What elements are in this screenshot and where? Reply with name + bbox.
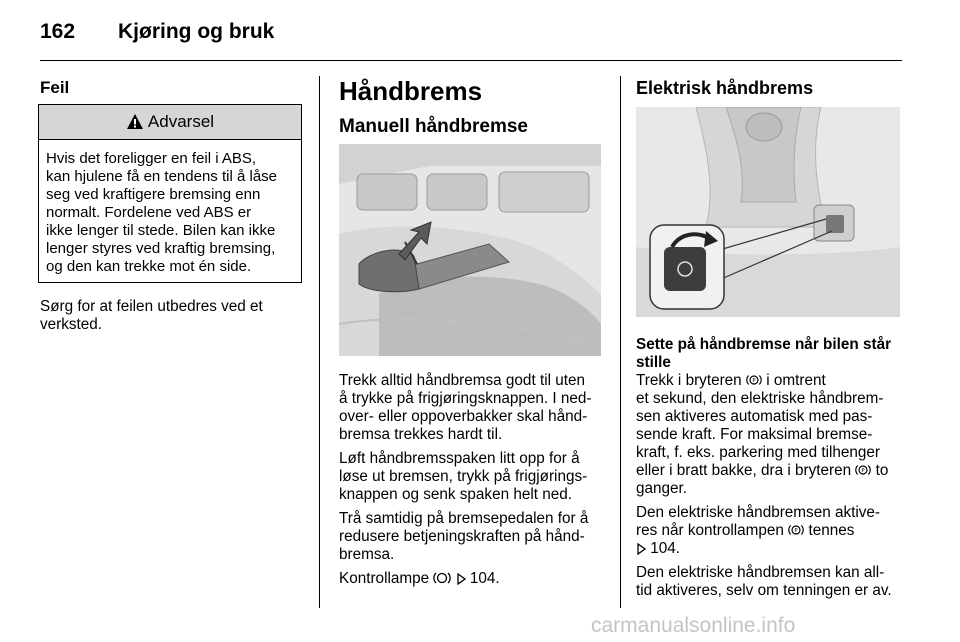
warning-line: og den kan trekke mot én side. xyxy=(46,258,252,275)
subsection-title-manual: Manuell håndbremse xyxy=(339,116,528,137)
text-span: res når kontrollampen xyxy=(636,522,784,539)
warning-line: ikke lenger til stede. Bilen kan ikke xyxy=(46,222,276,239)
text-span: tennes xyxy=(808,522,855,539)
paragraph xyxy=(636,564,912,600)
manual-handbrake-text xyxy=(339,372,607,594)
text-line: over- eller oppoverbakker skal hånd- xyxy=(339,408,588,425)
repair-note xyxy=(40,298,312,334)
text-line: ganger. xyxy=(636,480,688,497)
text-line: kraft, f. eks. parkering med tilhenger xyxy=(636,444,881,461)
page-number: 162 xyxy=(40,20,76,43)
section-title-handbrems: Håndbrems xyxy=(339,76,483,106)
text-line: å trykke på frigjøringsknappen. I ned- xyxy=(339,390,592,407)
text-line: Trå samtidig på bremsepedalen for å xyxy=(339,510,589,527)
warning-text xyxy=(39,140,301,282)
svg-text:P: P xyxy=(752,378,756,385)
text-line: bremsa. xyxy=(339,546,395,563)
paragraph xyxy=(339,570,607,588)
text-line: Den elektriske håndbremsen aktive- xyxy=(636,504,881,521)
handbrake-lever-drawing xyxy=(339,144,601,356)
chapter-title: Kjøring og bruk xyxy=(118,20,275,43)
text-line: tid aktiveres, selv om tenningen er av. xyxy=(636,582,892,599)
warning-line: Hvis det foreligger en feil i ABS, xyxy=(46,150,257,167)
paragraph xyxy=(339,372,607,444)
warning-line: normalt. Fordelene ved ABS er xyxy=(46,204,252,221)
paragraph xyxy=(339,450,607,504)
epb-lamp-icon xyxy=(788,523,804,537)
text-line: Trekk alltid håndbremsa godt til uten xyxy=(339,372,586,389)
center-console-drawing xyxy=(636,107,900,317)
paragraph xyxy=(636,372,912,498)
warning-line: lenger styres ved kraftig bremsing, xyxy=(46,240,276,257)
page-reference: 104. xyxy=(469,570,500,587)
text-span: Trekk i bryteren xyxy=(636,372,742,389)
warning-line: kan hjulene få en tendens til å låse xyxy=(46,168,277,185)
text-span: to xyxy=(875,462,889,479)
svg-text:P: P xyxy=(794,528,798,535)
section-title-electric: Elektrisk håndbrems xyxy=(636,78,814,98)
page-reference-icon xyxy=(456,573,466,585)
text-line: knappen og senk spaken helt ned. xyxy=(339,486,573,503)
electric-handbrake-text xyxy=(636,336,912,606)
warning-title: Advarsel xyxy=(147,112,215,131)
epb-switch-icon xyxy=(746,373,762,387)
svg-text:P: P xyxy=(861,468,865,475)
page-reference-icon xyxy=(636,543,646,555)
text-line: sen aktiveres automatisk med pas- xyxy=(636,408,873,425)
note-line: Sørg for at feilen utbedres ved et xyxy=(40,298,263,315)
column-divider-2 xyxy=(620,76,621,608)
warning-lamp-label: Kontrollampe xyxy=(339,570,430,587)
text-line: bremsa trekkes hardt til. xyxy=(339,426,503,443)
text-line: sende kraft. For maksimal bremse- xyxy=(636,426,873,443)
subheading-line: stille xyxy=(636,354,671,371)
text-line: redusere betjeningskraften på hånd- xyxy=(339,528,585,545)
warning-header xyxy=(39,105,301,140)
section-title-feil: Feil xyxy=(40,78,70,97)
paragraph xyxy=(636,504,912,558)
note-line: verksted. xyxy=(40,316,103,333)
warning-box xyxy=(38,104,302,283)
manual-handbrake-illustration xyxy=(339,144,601,356)
header-rule xyxy=(40,60,902,61)
text-span: i omtrent xyxy=(766,372,826,389)
subheading-line: Sette på håndbremse når bilen står xyxy=(636,336,892,353)
text-span: eller i bratt bakke, dra i bryteren xyxy=(636,462,852,479)
warning-line: seg ved kraftigere bremsing enn xyxy=(46,186,261,203)
warning-icon xyxy=(126,113,144,131)
text-line: et sekund, den elektriske håndbrem- xyxy=(636,390,884,407)
text-line: løse ut bremsen, trykk på frigjørings- xyxy=(339,468,588,485)
epb-switch-icon xyxy=(855,463,871,477)
electric-handbrake-illustration xyxy=(636,107,900,317)
brake-warning-lamp-icon xyxy=(433,571,451,585)
text-line: Løft håndbremsspaken litt opp for å xyxy=(339,450,580,467)
watermark: carmanualsonline.info xyxy=(591,614,796,637)
paragraph xyxy=(339,510,607,564)
text-line: Den elektriske håndbremsen kan all- xyxy=(636,564,885,581)
column-divider-1 xyxy=(319,76,320,608)
page-reference: 104. xyxy=(650,540,681,557)
